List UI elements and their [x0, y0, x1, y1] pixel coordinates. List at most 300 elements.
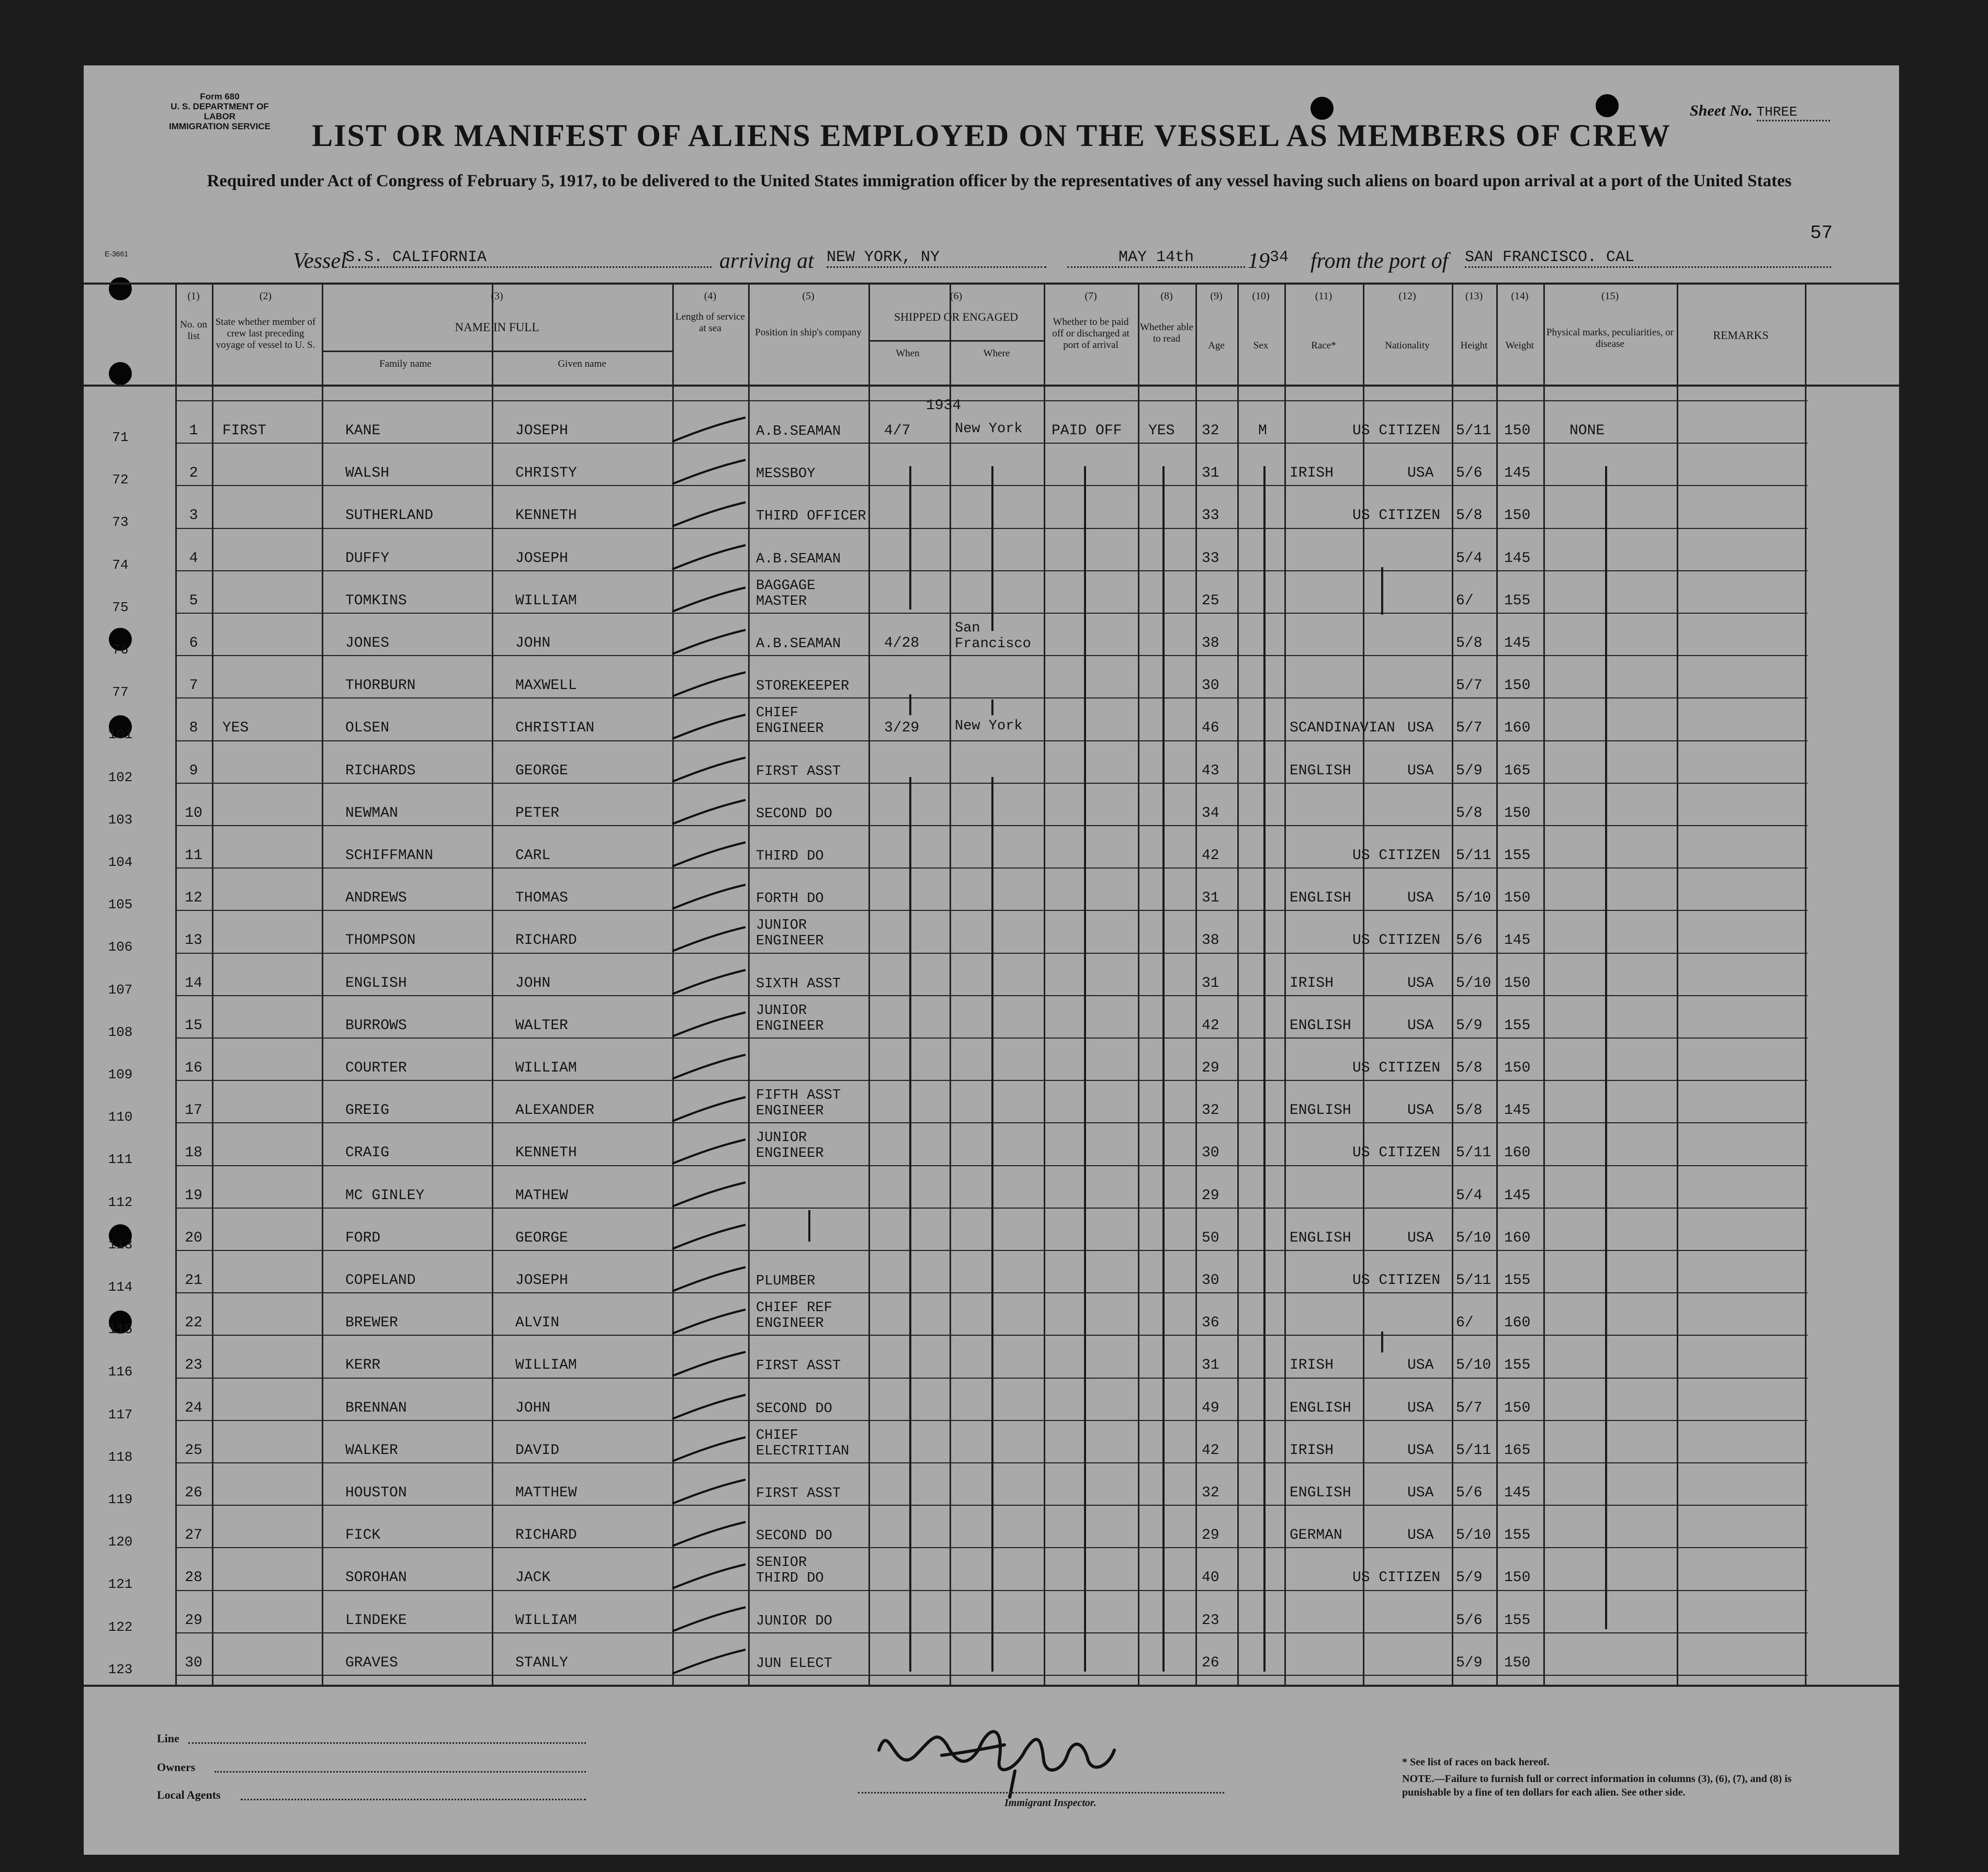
year-suffix: 34 — [1270, 249, 1289, 266]
row-margin-number: 112 — [108, 1194, 133, 1210]
row-height: 5/8 — [1456, 805, 1483, 821]
col-header-able-to-read: Whether able to read — [1140, 322, 1193, 344]
row-age: 46 — [1202, 720, 1219, 737]
row-height: 5/6 — [1456, 932, 1483, 949]
row-list-number: 19 — [185, 1187, 202, 1204]
col-num: (1) — [187, 290, 200, 302]
row-position: FIRST ASST — [756, 1358, 841, 1374]
row-weight: 150 — [1504, 805, 1531, 821]
col-header-given-name: Given name — [558, 358, 606, 369]
row-weight: 150 — [1504, 975, 1531, 991]
row-family-name: BURROWS — [345, 1017, 407, 1034]
row-age: 38 — [1202, 932, 1219, 949]
row-margin-number: 111 — [108, 1152, 133, 1168]
line-label: Line — [157, 1732, 179, 1745]
penalty-note: NOTE.—Failure to furnish full or correct information in columns (3), (6), (7), and (8) is punishable by a fine of ten dollars for each alien. See other side. — [1402, 1773, 1792, 1798]
grid-line — [175, 400, 1808, 401]
row-margin-number: 102 — [108, 769, 133, 785]
row-age: 23 — [1202, 1612, 1219, 1629]
row-when-engaged: 4/28 — [884, 635, 920, 651]
col-header-sex: Sex — [1253, 340, 1269, 351]
row-height: 5/10 — [1456, 1230, 1492, 1246]
row-list-number: 5 — [189, 592, 198, 609]
row-margin-number: 110 — [108, 1109, 133, 1125]
row-position: FIFTH ASST ENGINEER — [756, 1088, 841, 1120]
row-list-number: 26 — [185, 1485, 202, 1501]
row-given-name: JACK — [515, 1570, 551, 1586]
row-race: ENGLISH — [1290, 1230, 1351, 1246]
row-age: 42 — [1202, 1442, 1219, 1459]
row-weight: 155 — [1504, 1357, 1531, 1374]
service-length-mark — [667, 1009, 751, 1041]
service-length-mark — [667, 542, 751, 573]
row-position: FIRST ASST — [756, 1486, 841, 1502]
col-header-paid-off: Whether to be paid off or discharged at port of arrival — [1052, 317, 1129, 351]
row-height: 5/4 — [1456, 550, 1483, 567]
row-given-name: KENNETH — [515, 1145, 577, 1161]
row-given-name: JOSEPH — [515, 550, 568, 567]
row-height: 5/11 — [1456, 1442, 1492, 1459]
row-margin-number: 76 — [112, 642, 129, 658]
row-list-number: 24 — [185, 1400, 202, 1416]
inspector-signature — [858, 1687, 1203, 1802]
row-family-name: SOROHAN — [345, 1570, 407, 1586]
row-weight: 145 — [1504, 1485, 1531, 1501]
row-position: SECOND DO — [756, 1528, 832, 1544]
row-list-number: 13 — [185, 932, 202, 949]
row-family-name: MC GINLEY — [345, 1187, 425, 1204]
row-list-number: 8 — [189, 720, 198, 737]
row-weight: 150 — [1504, 1570, 1531, 1586]
row-weight: 155 — [1504, 1017, 1531, 1034]
col-header-name-in-full: NAME IN FULL — [455, 321, 539, 334]
row-family-name: SUTHERLAND — [345, 508, 434, 524]
row-height: 5/11 — [1456, 1272, 1492, 1289]
row-given-name: WILLIAM — [515, 1612, 577, 1629]
col-header-when: When — [896, 348, 920, 359]
row-margin-number: 119 — [108, 1492, 133, 1507]
department-label: U. S. DEPARTMENT OF LABOR — [171, 102, 269, 121]
ditto-line — [808, 1210, 810, 1242]
owners-label: Owners — [157, 1761, 196, 1774]
row-race: IRISH — [1290, 1442, 1334, 1459]
col-header-physical-marks: Physical marks, peculiarities, or disease — [1546, 327, 1674, 349]
col-header-nationality: Nationality — [1385, 340, 1430, 351]
row-age: 33 — [1202, 550, 1219, 567]
grid-line — [1044, 283, 1045, 1685]
row-position: SECOND DO — [756, 1401, 832, 1417]
row-age: 32 — [1202, 1102, 1219, 1119]
row-height: 5/9 — [1456, 762, 1483, 779]
grid-line — [1195, 283, 1197, 1685]
service-length-mark — [667, 1647, 751, 1678]
row-family-name: CRAIG — [345, 1145, 390, 1161]
row-nationality: US CITIZEN — [1352, 508, 1441, 524]
row-weight: 155 — [1504, 592, 1531, 609]
col-header-position: Position in ship's company — [755, 327, 862, 338]
row-margin-number: 116 — [108, 1364, 133, 1380]
row-list-number: 1 — [189, 423, 198, 439]
row-race: ENGLISH — [1290, 1400, 1351, 1416]
row-margin-number: 107 — [108, 982, 133, 998]
row-family-name: GRAVES — [345, 1654, 398, 1671]
service-length-mark — [667, 457, 751, 488]
row-family-name: FORD — [345, 1230, 381, 1246]
row-family-name: RICHARDS — [345, 762, 416, 779]
row-age: 26 — [1202, 1654, 1219, 1671]
row-position: JUN ELECT — [756, 1655, 832, 1672]
col-num: (3) — [491, 290, 503, 302]
service-length-mark — [667, 839, 751, 871]
row-race: ENGLISH — [1290, 1102, 1351, 1119]
row-age: 30 — [1202, 678, 1219, 694]
row-list-number: 10 — [185, 805, 202, 821]
row-given-name: JOHN — [515, 975, 551, 991]
col-header-remarks: REMARKS — [1713, 329, 1769, 342]
grid-line — [322, 351, 672, 352]
row-height: 5/6 — [1456, 1612, 1483, 1629]
row-list-number: 17 — [185, 1102, 202, 1119]
row-weight: 165 — [1504, 762, 1531, 779]
row-list-number: 11 — [185, 848, 202, 864]
row-family-name: DUFFY — [345, 550, 390, 567]
row-age: 40 — [1202, 1570, 1219, 1586]
row-list-number: 25 — [185, 1442, 202, 1459]
races-note: * See list of races on back hereof. — [1402, 1756, 1550, 1768]
col-num: (10) — [1252, 290, 1270, 302]
row-weight: 145 — [1504, 1187, 1531, 1204]
row-position: SENIOR THIRD DO — [756, 1555, 824, 1587]
row-given-name: CHRISTY — [515, 465, 577, 482]
row-height: 5/7 — [1456, 720, 1483, 737]
row-age: 32 — [1202, 423, 1219, 439]
row-height: 5/11 — [1456, 848, 1492, 864]
row-height: 5/10 — [1456, 975, 1492, 991]
row-where-engaged: New York — [955, 421, 1023, 437]
row-weight: 150 — [1504, 423, 1531, 439]
row-given-name: RICHARD — [515, 932, 577, 949]
row-family-name: COURTER — [345, 1060, 407, 1076]
row-margin-number: 74 — [112, 557, 129, 573]
col-header-list-number: No. on list — [180, 319, 207, 342]
row-family-name: WALKER — [345, 1442, 398, 1459]
service-length-mark — [667, 1052, 751, 1083]
ditto-line — [991, 466, 993, 631]
grid-line — [1284, 283, 1286, 1685]
row-given-name: JOHN — [515, 1400, 551, 1416]
service-length-mark — [667, 414, 751, 446]
service-length-mark — [667, 712, 751, 743]
row-weight: 155 — [1504, 1612, 1531, 1629]
row-weight: 150 — [1504, 1400, 1531, 1416]
row-given-name: JOSEPH — [515, 1272, 568, 1289]
row-list-number: 27 — [185, 1527, 202, 1544]
row-height: 5/11 — [1456, 1145, 1492, 1161]
row-nationality: USA — [1407, 1230, 1434, 1246]
row-paid-off: PAID OFF — [1052, 423, 1122, 439]
inspector-signature-line — [858, 1792, 1224, 1794]
row-where-engaged: New York — [955, 718, 1023, 735]
row-given-name: JOSEPH — [515, 423, 568, 439]
row-given-name: WILLIAM — [515, 1060, 577, 1076]
row-nationality: USA — [1407, 762, 1434, 779]
grid-line — [175, 1675, 1808, 1676]
row-age: 25 — [1202, 592, 1219, 609]
grid-line — [1543, 283, 1545, 1685]
row-position: A.B.SEAMAN — [756, 636, 841, 652]
row-race: ENGLISH — [1290, 1017, 1351, 1034]
page-number: 57 — [1810, 222, 1833, 244]
grid-line — [1496, 283, 1498, 1685]
row-sex: M — [1258, 423, 1267, 439]
row-list-number: 21 — [185, 1272, 202, 1289]
row-weight: 145 — [1504, 635, 1531, 651]
row-margin-number: 109 — [108, 1067, 133, 1082]
row-family-name: ANDREWS — [345, 890, 407, 907]
row-margin-number: 122 — [108, 1619, 133, 1635]
row-age: 29 — [1202, 1187, 1219, 1204]
row-family-name: BREWER — [345, 1315, 398, 1332]
row-given-name: DAVID — [515, 1442, 560, 1459]
row-position: CHIEF REF ENGINEER — [756, 1300, 832, 1332]
row-age: 31 — [1202, 1357, 1219, 1374]
row-family-name: ENGLISH — [345, 975, 407, 991]
grid-line — [175, 740, 1808, 741]
row-race: ENGLISH — [1290, 890, 1351, 907]
row-nationality: USA — [1407, 1357, 1434, 1374]
row-height: 5/9 — [1456, 1654, 1483, 1671]
row-height: 5/8 — [1456, 1102, 1483, 1119]
row-height: 5/10 — [1456, 1527, 1492, 1544]
from-port-label: from the port of — [1311, 249, 1449, 273]
row-list-number: 28 — [185, 1570, 202, 1586]
row-age: 31 — [1202, 890, 1219, 907]
col-header-race: Race* — [1311, 340, 1336, 351]
row-weight: 150 — [1504, 1654, 1531, 1671]
row-family-name: SCHIFFMANN — [345, 848, 434, 864]
row-race: ENGLISH — [1290, 762, 1351, 779]
row-margin-number: 118 — [108, 1449, 133, 1465]
row-height: 5/11 — [1456, 423, 1492, 439]
row-position: FORTH DO — [756, 891, 824, 907]
row-position: CHIEF ENGINEER — [756, 705, 824, 737]
side-code: E-3661 — [105, 250, 129, 258]
year-prefix: 19 — [1248, 249, 1270, 273]
row-race: IRISH — [1290, 975, 1334, 991]
row-given-name: CARL — [515, 848, 551, 864]
row-list-number: 7 — [189, 678, 198, 694]
row-height: 5/9 — [1456, 1570, 1483, 1586]
manifest-title: LIST OR MANIFEST OF ALIENS EMPLOYED ON THE VESSEL AS MEMBERS OF CREW — [312, 118, 1671, 153]
col-header-where: Where — [983, 348, 1010, 359]
row-family-name: LINDEKE — [345, 1612, 407, 1629]
row-family-name: THOMPSON — [345, 932, 416, 949]
col-num: (13) — [1465, 290, 1483, 302]
grid-line — [175, 443, 1808, 444]
line-field — [188, 1742, 586, 1744]
local-agents-label: Local Agents — [157, 1788, 221, 1801]
row-nationality: USA — [1407, 465, 1434, 482]
row-nationality: US CITIZEN — [1352, 1272, 1441, 1289]
row-age: 31 — [1202, 465, 1219, 482]
col-num: (7) — [1085, 290, 1097, 302]
service-length-mark — [667, 1519, 751, 1550]
row-race: IRISH — [1290, 465, 1334, 482]
row-list-number: 20 — [185, 1230, 202, 1246]
row-nationality: US CITIZEN — [1352, 1060, 1441, 1076]
row-family-name: TOMKINS — [345, 592, 407, 609]
row-nationality: USA — [1407, 1400, 1434, 1416]
service-length-mark — [667, 882, 751, 913]
row-given-name: CHRISTIAN — [515, 720, 595, 737]
row-nationality: US CITIZEN — [1352, 848, 1441, 864]
col-num: (14) — [1511, 290, 1529, 302]
row-family-name: JONES — [345, 635, 390, 651]
row-margin-number: 120 — [108, 1534, 133, 1550]
row-race: ENGLISH — [1290, 1485, 1351, 1501]
row-position: JUNIOR ENGINEER — [756, 1002, 824, 1034]
grid-line — [84, 385, 1899, 387]
owners-field — [214, 1771, 586, 1773]
service-length-mark — [667, 1392, 751, 1423]
row-where-engaged: San Francisco — [955, 621, 1031, 652]
row-margin-number: 72 — [112, 472, 129, 488]
arrival-port: NEW YORK, NY — [827, 249, 1046, 268]
row-list-number: 23 — [185, 1357, 202, 1374]
row-given-name: WALTER — [515, 1017, 568, 1034]
row-last-voyage: FIRST — [222, 423, 267, 439]
row-margin-number: 123 — [108, 1661, 133, 1677]
service-length-mark — [667, 584, 751, 616]
col-num: (9) — [1210, 290, 1223, 302]
row-family-name: COPELAND — [345, 1272, 416, 1289]
row-race: SCANDINAVIAN — [1290, 720, 1395, 737]
row-when-engaged: 3/29 — [884, 720, 920, 737]
row-list-number: 4 — [189, 550, 198, 567]
row-race: GERMAN — [1290, 1527, 1342, 1544]
row-position: THIRD DO — [756, 849, 824, 864]
col-num: (2) — [259, 290, 272, 302]
row-family-name: GREIG — [345, 1102, 390, 1119]
row-position: SECOND DO — [756, 806, 832, 822]
service-label: IMMIGRATION SERVICE — [169, 121, 270, 131]
col-num: (15) — [1601, 290, 1619, 302]
row-given-name: MATTHEW — [515, 1485, 577, 1501]
row-list-number: 29 — [185, 1612, 202, 1629]
row-height: 5/9 — [1456, 1017, 1483, 1034]
row-margin-number: 104 — [108, 854, 133, 870]
service-length-mark — [667, 924, 751, 955]
row-margin-number: 101 — [108, 727, 133, 743]
row-nationality: USA — [1407, 890, 1434, 907]
arrival-date: MAY 14th — [1067, 249, 1245, 268]
row-nationality: US CITIZEN — [1352, 423, 1441, 439]
row-family-name: OLSEN — [345, 720, 390, 737]
row-position: A.B.SEAMAN — [756, 424, 841, 439]
row-list-number: 22 — [185, 1315, 202, 1332]
ditto-line — [909, 694, 911, 715]
row-age: 30 — [1202, 1145, 1219, 1161]
row-nationality: USA — [1407, 1442, 1434, 1459]
grid-line — [322, 283, 323, 1685]
service-length-mark — [667, 754, 751, 786]
grid-line — [1805, 283, 1806, 1685]
ditto-line — [1084, 466, 1086, 1672]
manifest-sheet — [84, 65, 1899, 1855]
ditto-line — [1381, 1332, 1383, 1352]
grid-line — [175, 697, 1808, 698]
row-age: 42 — [1202, 848, 1219, 864]
row-given-name: STANLY — [515, 1654, 568, 1671]
row-position: STOREKEEPER — [756, 679, 850, 695]
service-length-mark — [667, 1306, 751, 1338]
arriving-label: arriving at — [719, 249, 814, 273]
row-margin-number: 108 — [108, 1024, 133, 1040]
col-header-age: Age — [1208, 340, 1225, 351]
row-height: 6/ — [1456, 592, 1474, 609]
row-age: 33 — [1202, 508, 1219, 524]
row-given-name: ALVIN — [515, 1315, 560, 1332]
ditto-line — [1381, 567, 1383, 615]
row-age: 50 — [1202, 1230, 1219, 1246]
ditto-line — [909, 466, 911, 610]
row-position: JUNIOR DO — [756, 1613, 832, 1629]
row-margin-number: 75 — [112, 599, 129, 615]
row-margin-number: 121 — [108, 1576, 133, 1593]
local-agents-field — [241, 1799, 586, 1800]
inspector-label: Immigrant Inspector. — [1004, 1797, 1097, 1809]
row-given-name: RICHARD — [515, 1527, 577, 1544]
grid-line — [1452, 283, 1453, 1685]
row-nationality: USA — [1407, 1485, 1434, 1501]
sheet-label: Sheet No. — [1690, 102, 1753, 119]
row-weight: 160 — [1504, 720, 1531, 737]
row-age: 32 — [1202, 1485, 1219, 1501]
year-note: 1934 — [926, 398, 962, 414]
row-physical-marks: NONE — [1569, 423, 1605, 439]
row-age: 38 — [1202, 635, 1219, 651]
manifest-subtitle: Required under Act of Congress of February 5, 1917, to be delivered to the United States immigration officer by the representatives of any vessel having such aliens on board upon arrival at a port of the United States — [207, 172, 1792, 190]
row-age: 42 — [1202, 1017, 1219, 1034]
row-height: 5/4 — [1456, 1187, 1483, 1204]
row-age: 43 — [1202, 762, 1219, 779]
row-family-name: THORBURN — [345, 678, 416, 694]
row-nationality: USA — [1407, 720, 1434, 737]
row-position: JUNIOR ENGINEER — [756, 918, 824, 950]
row-position: FIRST ASST — [756, 763, 841, 780]
row-margin-number: 73 — [112, 514, 129, 531]
row-position: BAGGAGE MASTER — [756, 578, 816, 610]
row-age: 29 — [1202, 1060, 1219, 1076]
row-height: 5/10 — [1456, 1357, 1492, 1374]
service-length-mark — [667, 1094, 751, 1125]
row-race: IRISH — [1290, 1357, 1334, 1374]
row-given-name: GEORGE — [515, 762, 568, 779]
row-nationality: US CITIZEN — [1352, 932, 1441, 949]
row-nationality: US CITIZEN — [1352, 1145, 1441, 1161]
row-position: CHIEF ELECTRITIAN — [756, 1427, 850, 1459]
row-weight: 160 — [1504, 1145, 1531, 1161]
row-height: 5/10 — [1456, 890, 1492, 907]
ditto-line — [1162, 466, 1165, 1672]
row-list-number: 2 — [189, 465, 198, 482]
grid-line — [84, 283, 1899, 285]
row-weight: 160 — [1504, 1230, 1531, 1246]
service-length-mark — [667, 669, 751, 701]
row-weight: 145 — [1504, 932, 1531, 949]
row-weight: 150 — [1504, 890, 1531, 907]
row-weight: 155 — [1504, 848, 1531, 864]
